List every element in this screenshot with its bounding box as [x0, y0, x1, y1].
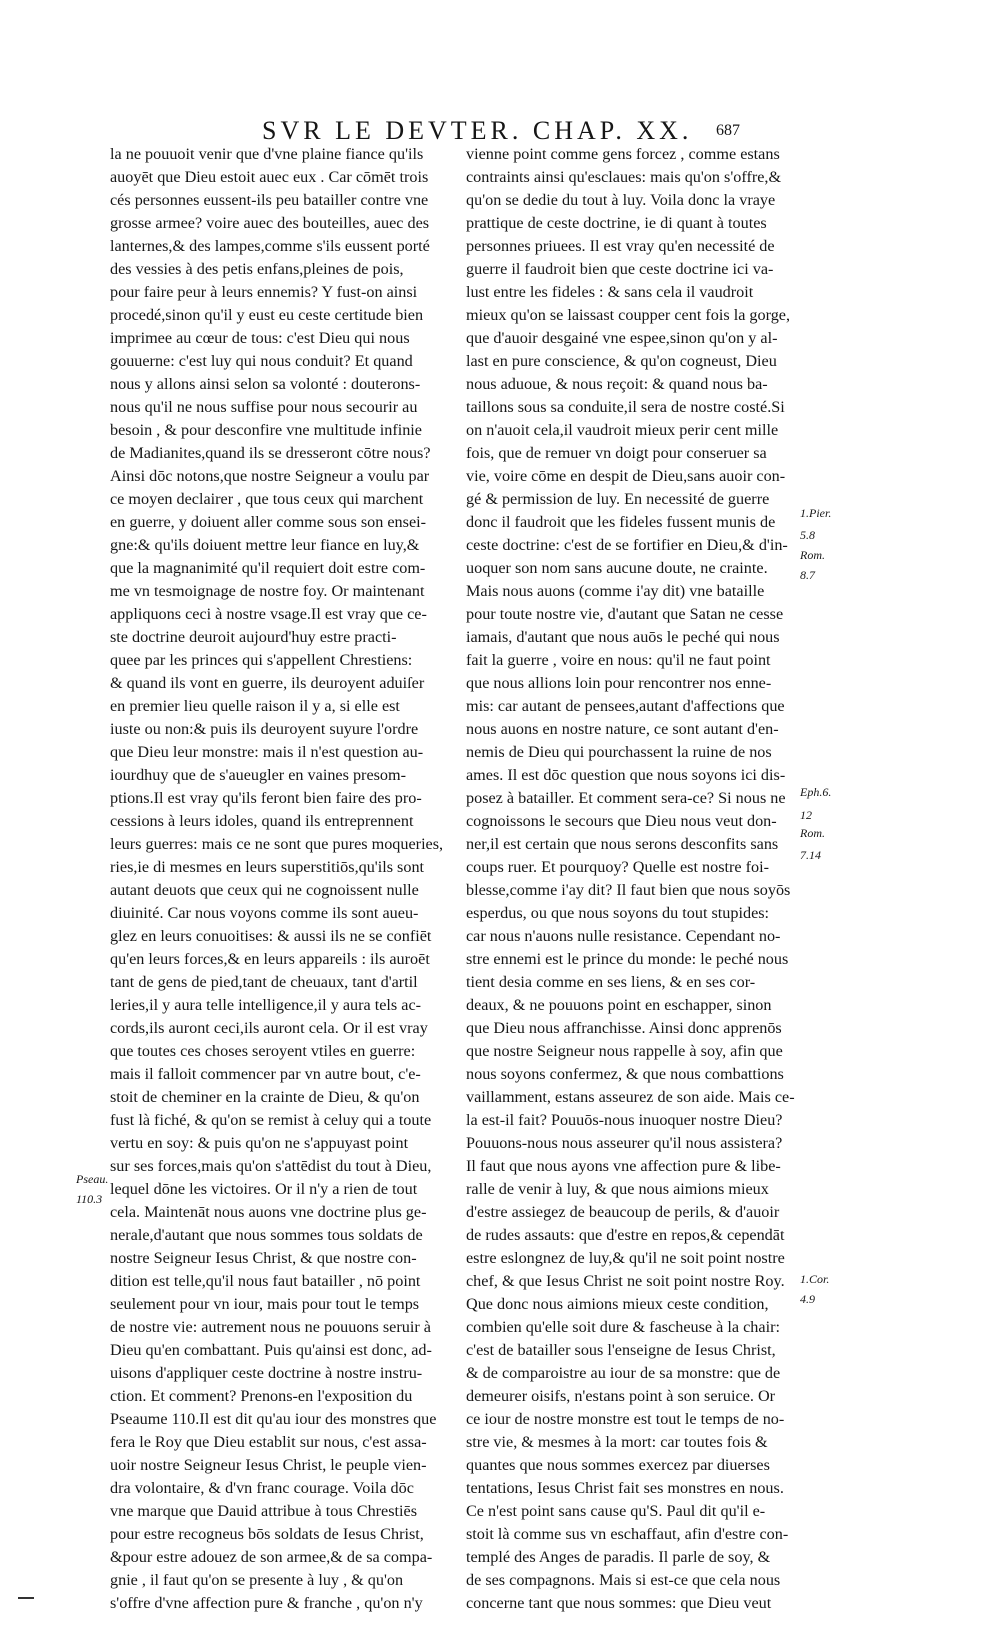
text-line: que Dieu nous affranchisse. Ainsi donc apprenōs — [466, 1019, 782, 1037]
text-line: tentations, Iesus Christ fait ses monstres en nous. — [466, 1479, 784, 1497]
text-line: deaux, & ne pouuons point en eschapper, sinon — [466, 996, 772, 1014]
text-line: uoquer son nom sans aucune doute, ne crainte. — [466, 559, 768, 577]
text-line: ction. Et comment? Prenons-en l'exposition du — [110, 1387, 413, 1405]
text-line: estre eslongnez de luy,& qu'il ne soit point nostre — [466, 1249, 785, 1267]
text-line: guerre il faudroit bien que ceste doctrine ici va- — [466, 260, 774, 278]
text-line: fust là fiché, & qu'on se remist à celuy qui a toute — [110, 1111, 432, 1129]
margin-note: 4.9 — [800, 1292, 815, 1306]
text-line: qu'en leurs forces,& en leurs appareils : ils auroēt — [110, 950, 430, 968]
text-line: &pour estre adouez de son armee,& de sa compa- — [110, 1548, 433, 1566]
page-number: 687 — [716, 122, 740, 139]
text-line: ptions.Il est vray qu'ils feront bien faire des pro- — [110, 789, 422, 807]
text-line: ralle de venir à luy, & que nous aimions mieux — [466, 1180, 769, 1198]
text-line: cords,ils auront ceci,ils auront cela. Or il est vray — [110, 1019, 428, 1037]
text-line: en guerre, y doiuent aller comme sous son ensei- — [110, 513, 427, 531]
text-line: gé & permission de luy. En necessité de guerre — [466, 490, 770, 508]
text-line: tant de gens de pied,tant de cheuaux, tant d'artil — [110, 973, 418, 991]
text-line: last en pure conscience, & qu'on cogneust, Dieu — [466, 352, 777, 370]
text-line: nerale,d'autant que nous sommes tous soldats de — [110, 1226, 423, 1244]
text-line: la est-il fait? Pouuōs-nous inuoquer nostre Dieu? — [466, 1111, 783, 1129]
text-line: stoit de cheminer en la crainte de Dieu, & qu'on — [110, 1088, 420, 1106]
text-line: de rudes assauts: que d'estre en repos,& cependāt — [466, 1226, 785, 1244]
margin-note: Rom. — [800, 826, 825, 840]
text-line: c'est de batailler sous l'enseigne de Iesus Christ, — [466, 1341, 776, 1359]
text-line: pour estre recogneus bōs soldats de Iesus Christ, — [110, 1525, 424, 1543]
text-line: que d'auoir desgainé vne espee,sinon qu'on y al- — [466, 329, 778, 347]
text-line: & quand ils vont en guerre, ils deuroyent aduiſer — [110, 674, 425, 692]
text-line: esperdus, ou que nous soyons du tout stupides: — [466, 904, 770, 922]
text-line: que la magnanimité qu'il requiert doit estre com- — [110, 559, 426, 577]
text-line: vne marque que Dauid attribue à tous Chrestiēs — [110, 1502, 418, 1520]
text-line: Il faut que nous ayons vne affection pure & libe- — [466, 1157, 781, 1175]
text-line: en premier lieu quelle raison il y a, si elle est — [110, 697, 400, 715]
text-line: dra volontaire, & d'vn franc courage. Voila dōc — [110, 1479, 414, 1497]
text-line: Dieu qu'en combattant. Puis qu'ainsi est donc, ad- — [110, 1341, 432, 1359]
text-line: chef, & que Iesus Christ ne soit point nostre Roy. — [466, 1272, 785, 1290]
text-line: procedé,sinon qu'il y eust eu ceste certitude bien — [110, 306, 424, 324]
text-line: qu'on se dedie du tout à luy. Voila donc la vraye — [466, 191, 776, 209]
text-line: grosse armee? voire auec des bouteilles, auec des — [110, 214, 430, 232]
text-line: stre vie, & mesmes à la mort: car toutes fois & — [466, 1433, 768, 1451]
text-line: nous soyons confermez, & que nous combattions — [466, 1065, 784, 1083]
text-line: & de comparoistre au iour de sa monstre: que de — [466, 1364, 781, 1382]
text-line: gne:& qu'ils doiuent mettre leur fiance en luy,& — [110, 536, 420, 554]
text-line: de Madianites,quand ils se dresseront cōtre nous? — [110, 444, 431, 462]
text-line: on n'auoit cela,il vaudroit mieux perir cent mille — [466, 421, 779, 439]
text-line: ce moyen declairer , que tous ceux qui marchent — [110, 490, 424, 508]
right-text-column — [466, 143, 806, 1615]
text-line: stre ennemi est le prince du monde: le peché nous — [466, 950, 789, 968]
text-line: ames. Il est dōc question que nous soyons ici dis- — [466, 766, 786, 784]
text-line: car nous n'auons nulle resistance. Cependant no- — [466, 927, 781, 945]
text-line: vienne point comme gens forcez , comme estans — [466, 145, 780, 163]
margin-note: 110.3 — [76, 1192, 103, 1206]
text-line: Mais nous auons (comme i'ay dit) vne bataille — [466, 582, 765, 600]
text-line: lanternes,& des lampes,comme s'ils eussent porté — [110, 237, 430, 255]
text-line: nemis de Dieu qui pourchassent la ruine de nos — [466, 743, 772, 761]
text-line: nostre Seigneur Iesus Christ, & que nostre con- — [110, 1249, 417, 1267]
text-line: la ne pouuoit venir que d'vne plaine fiance qu'ils — [110, 145, 424, 163]
text-line: gouuerne: c'est luy qui nous conduit? Et quand — [110, 352, 413, 370]
text-line: ries,ie di mesmes en leurs superstitiōs,qu'ils sont — [110, 858, 425, 876]
margin-note: Pseau. — [76, 1172, 109, 1186]
running-title: SVR LE DEVTER. CHAP. XX. — [262, 116, 693, 145]
text-line: diuinité. Car nous voyons comme ils sont aueu- — [110, 904, 419, 922]
text-line: leurs guerres: mais ce ne sont que pures moqueries, — [110, 835, 444, 853]
bottom-rule — [18, 1597, 34, 1599]
left-text-column — [110, 143, 466, 1615]
text-line: me vn tesmoignage de nostre foy. Or maintenant — [110, 582, 425, 600]
text-line: ner,il est certain que nous serons desconfits sans — [466, 835, 779, 853]
text-line: vie, voire cōme en despit de Dieu,sans auoir con- — [466, 467, 786, 485]
text-line: Ce n'est point sans cause qu'S. Paul dit qu'il e- — [466, 1502, 766, 1520]
text-line: cela. Maintenāt nous auons vne doctrine plus ge- — [110, 1203, 427, 1221]
text-line: mais il falloit commencer par vn autre bout, c'e- — [110, 1065, 421, 1083]
text-line: lust entre les fideles : & sans cela il vaudroit — [466, 283, 754, 301]
text-line: quee par les princes qui s'appellent Chrestiens: — [110, 651, 413, 669]
text-line: fera le Roy que Dieu establit sur nous, c'est assa- — [110, 1433, 427, 1451]
text-line: tient desia comme en ses liens, & en ses cor- — [466, 973, 756, 991]
text-line: concerne tant que nous sommes: que Dieu veut — [466, 1594, 772, 1612]
text-line: nous auons en nostre nature, ce sont autant d'en- — [466, 720, 779, 738]
text-line: cés personnes eussent-ils peu batailler contre vne — [110, 191, 429, 209]
margin-note: 1.Cor. — [800, 1272, 830, 1286]
text-line: taillons sous sa conduite,il sera de nostre costé.Si — [466, 398, 785, 416]
margin-note: 1.Pier. — [800, 506, 832, 520]
text-line: nous y allons ainsi selon sa volonté : douterons- — [110, 375, 421, 393]
margin-note: Eph.6. — [800, 785, 832, 799]
text-line: auoyēt que Dieu estoit auec eux . Car cōmēt trois — [110, 168, 429, 186]
text-line: Ainsi dōc notons,que nostre Seigneur a voulu par — [110, 467, 430, 485]
text-line: que toutes ces choses seroyent vtiles en guerre: — [110, 1042, 416, 1060]
text-line: blesse,comme i'ay dit? Il faut bien que nous soyōs — [466, 881, 791, 899]
text-line: ce iour de nostre monstre est tout le temps de no- — [466, 1410, 785, 1428]
text-line: quantes que nous sommes exercez par diuerses — [466, 1456, 770, 1474]
margin-note: 12 — [800, 808, 812, 822]
text-line: que Dieu leur monstre: mais il n'est question au- — [110, 743, 424, 761]
text-line: uoir nostre Seigneur Iesus Christ, le peuple vien- — [110, 1456, 427, 1474]
text-line: leries,il y aura telle intelligence,il y aura tels ac- — [110, 996, 422, 1014]
text-line: demeurer oisifs, n'estans point à son seruice. Or — [466, 1387, 776, 1405]
text-line: cessions à leurs idoles, quand ils entreprennent — [110, 812, 414, 830]
text-line: mis: car autant de pensees,autant d'affections que — [466, 697, 785, 715]
text-line: appliquons ceci à nostre vsage.Il est vray que ce- — [110, 605, 427, 623]
margin-note: 8.7 — [800, 568, 815, 582]
text-line: vaillamment, estans asseurez de son aide. Mais ce- — [466, 1088, 795, 1106]
text-line: pour faire peur à leurs ennemis? Y fust-on ainsi — [110, 283, 418, 301]
text-line: que nostre Seigneur nous rappelle à soy, afin que — [466, 1042, 783, 1060]
text-line: templé des Anges de paradis. Il parle de soy, & — [466, 1548, 771, 1566]
text-line: Pouuons-nous nous asseurer qu'il nous assistera? — [466, 1134, 783, 1152]
text-line: iourdhuy que de s'aueugler en vaines presom- — [110, 766, 406, 784]
text-line: stoit là comme sus vn eschaffaut, afin d'estre con- — [466, 1525, 789, 1543]
text-line: coups ruer. Et pourquoy? Quelle est nostre foi- — [466, 858, 769, 876]
text-line: gnie , il faut qu'on se presente à luy , & qu'on — [110, 1571, 404, 1589]
text-line: de nostre vie: autrement nous ne pouuons seruir à — [110, 1318, 431, 1336]
text-line: d'estre assiegez de beaucoup de perils, & d'auoir — [466, 1203, 780, 1221]
text-line: cognoissons le secours que Dieu nous veut don- — [466, 812, 777, 830]
text-line: contraints ainsi qu'esclaues: mais qu'on s'offre,& — [466, 168, 782, 186]
text-line: des vessies à des petis enfans,pleines de pois, — [110, 260, 404, 278]
text-line: ceste doctrine: c'est de se fortifier en Dieu,& d'in- — [466, 536, 788, 554]
margin-note: Rom. — [800, 548, 825, 562]
text-line: iuste ou non:& puis ils deuroyent suyure l'ordre — [110, 720, 419, 738]
text-line: nous aduoue, & nous reçoit: & quand nous ba- — [466, 375, 768, 393]
text-line: prattique de ceste doctrine, ie di quant à toutes — [466, 214, 767, 232]
text-line: nous qu'il ne nous suffise pour nous secourir au — [110, 398, 418, 416]
text-line: seulement pour vn iour, mais pour tout le temps — [110, 1295, 420, 1313]
text-line: fait la guerre , voire en nous: qu'il ne faut point — [466, 651, 771, 669]
text-line: vertu en soy: & puis qu'on ne s'appuyast point — [110, 1134, 409, 1152]
text-line: personnes priuees. Il est vray qu'en necessité de — [466, 237, 775, 255]
text-line: besoin , & pour desconfire vne multitude infinie — [110, 421, 422, 439]
text-line: dition est telle,qu'il nous faut batailler , nō point — [110, 1272, 421, 1290]
text-line: de ses compagnons. Mais si est-ce que cela nous — [466, 1571, 781, 1589]
text-line: iamais, d'autant que nous auōs le peché qui nous — [466, 628, 780, 646]
text-line: pour toute nostre vie, d'autant que Satan ne cesse — [466, 605, 784, 623]
margin-note: 7.14 — [800, 848, 821, 862]
text-line: combien qu'elle soit dure & fascheuse à la chair: — [466, 1318, 780, 1336]
text-line: autant deuots que ceux qui ne cognoissent nulle — [110, 881, 419, 899]
text-line: Que donc nous aimions mieux ceste condition, — [466, 1295, 769, 1313]
text-line: ste doctrine deuroit aujourd'huy estre practi- — [110, 628, 397, 646]
text-line: Pseaume 110.Il est dit qu'au iour des monstres que — [110, 1410, 437, 1428]
text-line: mieux qu'on se laissast coupper cent fois la gorge, — [466, 306, 791, 324]
text-line: sur ses forces,mais qu'on s'attēdist du tout à Dieu, — [110, 1157, 432, 1175]
text-line: imprimee au cœur de tous: c'est Dieu qui nous — [110, 329, 410, 347]
text-line: que nous allions loin pour rencontrer nos enne- — [466, 674, 772, 692]
running-header — [0, 116, 1000, 146]
text-line: fois, que de remuer vn doigt pour conseruer sa — [466, 444, 767, 462]
text-line: posez à batailler. Et comment sera-ce? Si nous ne — [466, 789, 786, 807]
text-line: glez en leurs conuoitises: & aussi ils ne se confiēt — [110, 927, 432, 945]
text-line: lequel dōne les victoires. Or il n'y a rien de tout — [110, 1180, 418, 1198]
text-line: s'offre d'vne affection pure & franche , qu'on n'y — [110, 1594, 423, 1612]
text-line: donc il faudroit que les fideles fussent munis de — [466, 513, 776, 531]
text-line: uisons d'appliquer ceste doctrine à nostre instru- — [110, 1364, 423, 1382]
margin-note: 5.8 — [800, 528, 815, 542]
